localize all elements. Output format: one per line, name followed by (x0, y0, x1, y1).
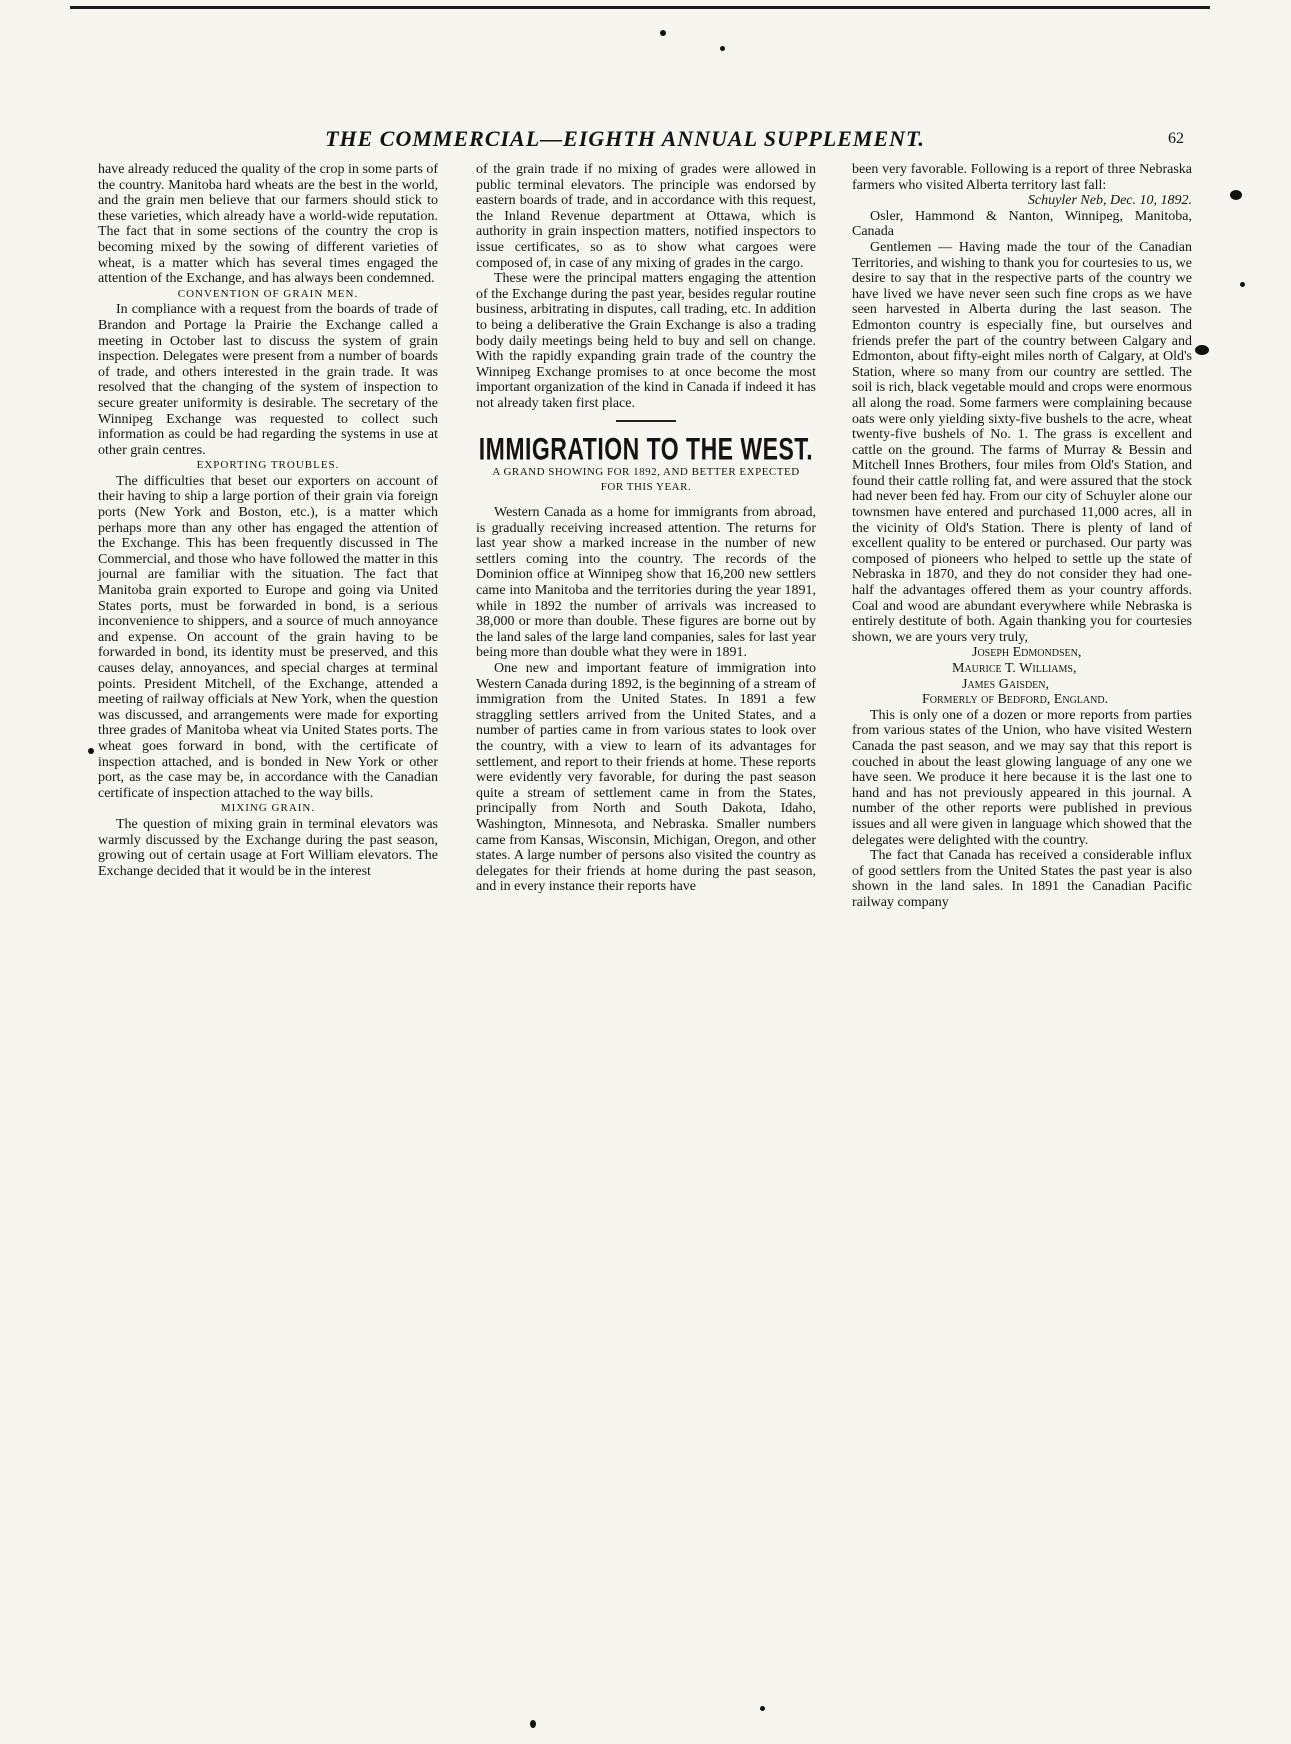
paragraph: The question of mixing grain in terminal elevators was warmly discussed by the Exchange during the past season, growing out of certain usage at Fort William elevators. The Exchange decided that it would be in the interest (98, 816, 438, 879)
page-number: 62 (1168, 130, 1184, 147)
paragraph: have already reduced the quality of the crop in some parts of the country. Manitoba hard wheats are the best in the world, and the grain men believe that our farmers should stick to these varieties, which already have a world-wide reputation. The fact that in some sections of the country the crop is becoming mixed by the sowing of different varieties of wheat, is a matter which has several times engaged the attention of the Exchange, and has always been condemned. (98, 162, 438, 287)
column-1 (98, 162, 438, 879)
scan-speck (530, 1720, 536, 1728)
divider (616, 420, 676, 422)
paragraph: of the grain trade if no mixing of grades were allowed in public terminal elevators. The principle was endorsed by eastern boards of trade, and in accordance with this request, the Inland Revenue department at Ottawa, which is authority in grain inspection matters, notified inspectors to issue certificates, so as to show what cargoes were composed of, in case of any mixing of grades in the cargo. (476, 162, 816, 271)
section-heading: CONVENTION OF GRAIN MEN. (177, 287, 359, 300)
section-heading: MIXING GRAIN. (220, 802, 316, 815)
signature: James Gaisden, (962, 676, 1050, 692)
scan-speck (88, 748, 94, 754)
signature: Maurice T. Williams, (952, 661, 1077, 676)
scan-speck (1240, 282, 1245, 287)
paragraph: Western Canada as a home for immigrants from abroad, is gradually receiving increased attention. The returns for last year show a marked increase in the number of new settlers coming into the country. The records of the Dominion office at Winnipeg show that 16,200 new settlers came into Manitoba and the territories during the year 1891, while in 1892 the number of arrivals was increased to 38,000 or more than double. These figures are borne out by the land sales of the large land companies, sales for last year being more than double what they were in 1891. (476, 505, 816, 661)
article-headline: IMMIGRATION TO THE WEST. (478, 430, 814, 466)
paragraph: been very favorable. Following is a report of three Nebraska farmers who visited Alberta territory last fall: (852, 162, 1192, 193)
page-header: THE COMMERCIAL—EIGHTH ANNUAL SUPPLEMENT. (325, 126, 925, 151)
signature: Joseph Edmondsen, (972, 645, 1082, 661)
signature-note: Formerly of Bedford, England. (922, 692, 1109, 708)
letter-address: Osler, Hammond & Nanton, Winnipeg, Manitoba, Canada (852, 208, 1192, 240)
scan-speck (1230, 190, 1242, 200)
paragraph: These were the principal matters engaging the attention of the Exchange during the past year, besides regular routine business, arbitrating in disputes, call trading, etc. In addition to being a deliberative the Grain Exchange is also a trading body daily meetings being held to buy and sell on change. With the rapidly expanding grain trade of the country the Winnipeg Exchange promises to at once become the most important organization of the kind in Canada if indeed it has not already taken first place. (476, 271, 816, 411)
paragraph: In compliance with a request from the boards of trade of Brandon and Portage la Prairie the Exchange called a meeting in October last to discuss the system of grain inspection. Delegates were present from a number of boards of trade, and others interested in the grain trade. It was resolved that the changing of the system of inspection to secure greater uniformity is desirable. The secretary of the Winnipeg Exchange was requested to collect such information as could be had regarding the systems in use at other grain centres. (98, 302, 438, 458)
article-subheadline: A GRAND SHOWING FOR 1892, AND BETTER EXPECTED FOR THIS YEAR. (492, 466, 800, 494)
letter-dateline: Schuyler Neb, Dec. 10, 1892. (1027, 193, 1192, 209)
paragraph: The difficulties that beset our exporters on account of their having to ship a large portion of their grain via foreign ports (New York and Boston, etc.), is a matter which perhaps more than any other has engaged the attention of the Exchange. This has been frequently discussed in The Commercial, and those who have followed the matter in this journal are familiar with the situation. The fact that Manitoba grain exported to Europe and going via United States ports, must be forwarded in bond, is a serious inconvenience to shippers, and a source of much annoyance and expense. On account of the grain having to be forwarded in bond, its identity must be preserved, and this causes delay, annoyances, and special charges at terminal points. President Mitchell, of the Exchange, attended a meeting of railway officials at New York, when the question was discussed, and arrangements were made for exporting three grades of Manitoba wheat via United States ports. The wheat goes forward in bond, with the certificate of inspection attached, and is bonded in New York or other port, as the case may be, in accordance with the Canadian certificate of inspection attached to the way bills. (98, 473, 438, 801)
column-2 (476, 162, 816, 895)
paragraph: The fact that Canada has received a considerable influx of good settlers from the United States the past year is also shown in the land sales. In 1891 the Canadian Pacific railway company (852, 848, 1192, 910)
scan-speck (1195, 345, 1209, 355)
scan-speck (760, 1706, 765, 1711)
scan-speck (660, 30, 666, 36)
paragraph: This is only one of a dozen or more reports from parties from various states of the Union, who have visited Western Canada the past season, and we may say that this report is couched in about the least glowing language of any one we have seen. We produce it here because it is the last one to hand and has not previously appeared in this journal. A number of the other reports were published in previous issues and all were given in language which showed that the delegates were delighted with the country. (852, 707, 1192, 848)
scan-speck (720, 46, 725, 51)
top-border-rule (70, 6, 1210, 9)
paragraph: One new and important feature of immigration into Western Canada during 1892, is the beginning of a stream of immigration from the United States. In 1891 a few straggling settlers arrived from the United States, and a number of parties came in from various states to look over the country, with a view to learn of its advantages for settlement, and report to their friends at home. These reports were evidently very favorable, for during the past season quite a stream of settlement came in from the States, principally from North and South Dakota, Idaho, Washington, Minnesota, and Nebraska. Smaller numbers came from Kansas, Wisconsin, Michigan, Oregon, and other states. A large number of persons also visited the country as delegates for their friends at home during the past season, and in every instance their reports have (476, 661, 816, 895)
section-heading: EXPORTING TROUBLES. (196, 459, 340, 472)
paragraph: Gentlemen — Having made the tour of the Canadian Territories, and wishing to thank you for courtesies to us, we desire to say that in the respective parts of the country we have lived we have never seen such fine crops as we have seen harvested in Alberta during the last season. The Edmonton country is especially fine, but ourselves and friends prefer the part of the country between Calgary and Edmonton, about fifty-eight miles north of Calgary, at Old's Station, where so many from our country are settled. The soil is rich, black vegetable mould and crops were enormous all along the road. Some farmers were complaining because oats were only yielding sixty-five bushels to the acre, wheat twenty-five bushels of No. 1. The grass is excellent and cattle on the ground. The farms of Murray & Bessin and Mitchell Innes Brothers, four miles from Old's Station, and found their cattle rolling fat, and were assured that the stock had never been fed hay. From our city of Schuyler alone our townsmen have entered and purchased 11,000 acres, all in the vicinity of Old's Station. There is plenty of land of excellent quality to be entered or purchased. Our party was composed of pioneers who helped to settle up the state of Nebraska in 1870, and they do not consider they had one-half the advantages offered them as your country affords. Coal and wood are abundant everywhere while Nebraska is entirely destitute of both. Again thanking you for courtesies shown, we are yours very truly, (852, 239, 1192, 645)
column-3 (852, 162, 1192, 911)
